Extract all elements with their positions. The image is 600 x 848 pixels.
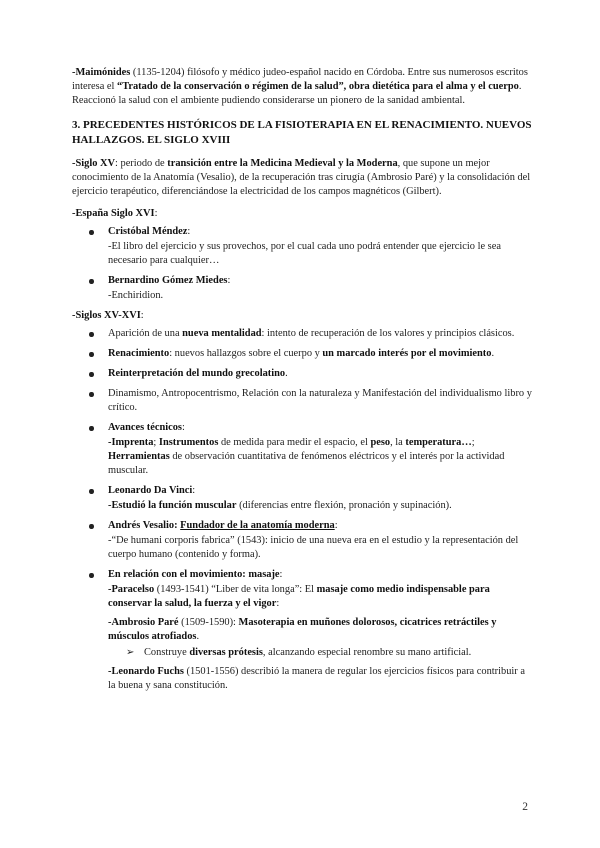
siglos-label: -Siglos XV-XVI: bbox=[72, 310, 144, 321]
page-number: 2 bbox=[522, 801, 528, 813]
maimonides-paragraph: -Maimónides (1135-1204) filósofo y médico judeo-español nacido en Córdoba. Entre sus numerosos escritos interesa el “Tratado de la conservación o régimen de la salud”, obra dietética para el alma y el cuerpo. Reaccionó la salud con el ambiente pudiendo considerarse un pionero de la sanidad ambiental. bbox=[72, 67, 528, 106]
bullet-icon bbox=[89, 524, 94, 529]
list-item: Dinamismo, Antropocentrismo, Relación con la naturaleza y Manifestación del individualismo libro y crítico. bbox=[72, 387, 534, 415]
list-item: Aparición de una nueva mentalidad: intento de recuperación de los valores y principios clásicos. bbox=[72, 327, 534, 341]
siglos-list bbox=[72, 327, 534, 693]
bullet-icon bbox=[89, 392, 94, 397]
bullet-icon bbox=[89, 332, 94, 337]
list-item: Reinterpretación del mundo grecolatino. bbox=[72, 367, 534, 381]
arrow-bullet-icon: ➢ bbox=[126, 647, 135, 658]
paracelso-paragraph: -Paracelso (1493-1541) “Liber de vita longa”: El masaje como medio indispensable para conservar la salud, la fuerza y el vigor: bbox=[108, 584, 490, 609]
list-item: Bernardino Gómez Miedes: -Enchiridion. bbox=[72, 274, 534, 303]
list-item: Avances técnicos: -Imprenta; Instrumentos de medida para medir el espacio, el peso, la temperatura…; Herramientas de observación cuantitativa de fenómenos eléctricos y el interés por la actividad muscular. bbox=[72, 421, 534, 478]
maimonides-name: -Maimónides bbox=[72, 67, 131, 78]
bullet-icon bbox=[89, 489, 94, 494]
page-content bbox=[72, 66, 534, 699]
espana-list bbox=[72, 225, 534, 303]
pare-paragraph: -Ambrosio Paré (1509-1590): Masoterapia en muñones dolorosos, cicatrices retráctiles y músculos atrofiados. bbox=[108, 617, 497, 642]
bullet-icon bbox=[89, 372, 94, 377]
list-item: Renacimiento: nuevos hallazgos sobre el cuerpo y un marcado interés por el movimiento. bbox=[72, 347, 534, 361]
bullet-icon bbox=[89, 573, 94, 578]
bullet-icon bbox=[89, 352, 94, 357]
list-item: Cristóbal Méndez: -El libro del ejercicio y sus provechos, por el cual cada uno podrá entender que ejercicio le sea necesario para cualquier… bbox=[72, 225, 534, 268]
fuchs-paragraph: -Leonardo Fuchs (1501-1556) describió la manera de regular los ejercicios físicos para contribuir a la buena y sana constitución. bbox=[108, 666, 525, 691]
bullet-icon bbox=[89, 279, 94, 284]
treatise-title: “Tratado de la conservación o régimen de la salud”, obra dietética para el alma y el cuerpo bbox=[117, 81, 519, 92]
list-item: En relación con el movimiento: masaje: -Paracelso (1493-1541) “Liber de vita longa”: El masaje como medio indispensable para conservar la salud, la fuerza y el vigor: -Ambrosio Paré (1509-1590): Masoterapia en muñones dolorosos, cicatrices retráctiles y músculos atrofiados. ➢ Construye diversas prótesis, alcanzando especial renombre su mano artificial. -Leonardo Fuchs (1501-1556) describió la manera de regular los ejercicios físicos para contribuir a la buena y sana constitución. bbox=[72, 568, 534, 693]
section-heading: 3. PRECEDENTES HISTÓRICOS DE LA FISIOTERAPIA EN EL RENACIMIENTO. NUEVOS HALLAZGOS. EL SIGLO XVIII bbox=[72, 119, 532, 146]
list-item: Andrés Vesalio: Fundador de la anatomía moderna: -“De humani corporis fabrica” (1543): inicio de una nueva era en el estudio y la representación del cuerpo humano (contenido y forma). bbox=[72, 519, 534, 562]
bullet-icon bbox=[89, 230, 94, 235]
espana-label: -España Siglo XVI: bbox=[72, 208, 158, 219]
protesis-subitem: ➢ Construye diversas prótesis, alcanzando especial renombre su mano artificial. bbox=[126, 647, 472, 658]
siglo-xv-paragraph: -Siglo XV: periodo de transición entre la Medicina Medieval y la Moderna, que supone un mejor conocimiento de la Anatomía (Vesalio), de la recuperación tras cirugía (Ambrosio Paré) y la consolidación del ejercicio terapéutico, diferenciándose la electricidad de los campos magnéticos (Gilbert). bbox=[72, 158, 531, 197]
bullet-icon bbox=[89, 426, 94, 431]
list-item: Leonardo Da Vinci: -Estudió la función muscular (diferencias entre flexión, pronación y supinación). bbox=[72, 484, 534, 513]
